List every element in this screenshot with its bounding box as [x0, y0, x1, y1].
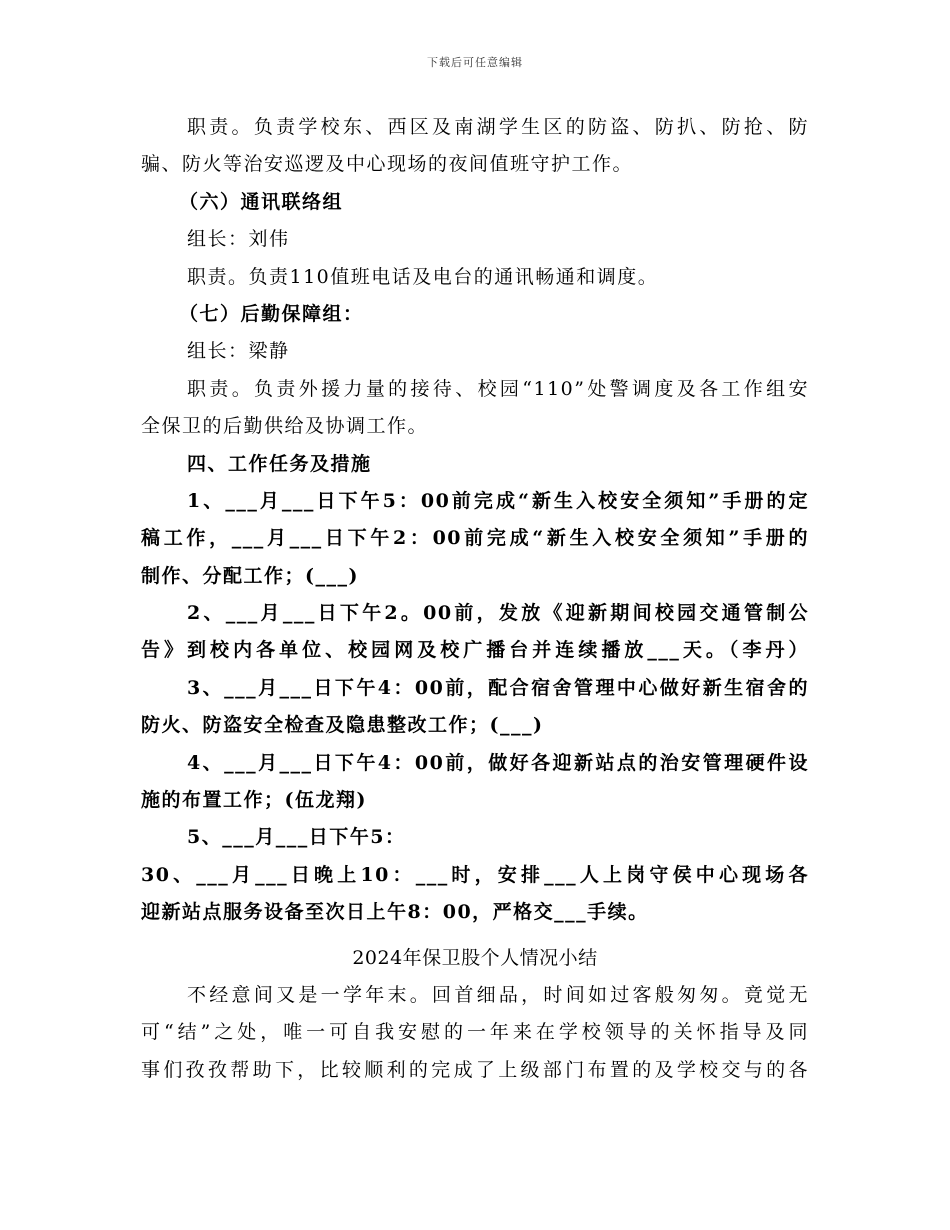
summary-line: 不经意间又是一学年末。回首细品，时间如过客般匆匆。竟觉无 [187, 983, 809, 1006]
task-line: 3、___月___日下午4：00前，配合宿舍管理中心做好新生宿舍的 [187, 676, 809, 699]
task-line: 防火、防盗安全检查及隐患整改工作；(___) [141, 714, 544, 737]
task-line: 30、___月___日晚上10：___时，安排___人上岗守侯中心现场各 [141, 863, 809, 886]
task-line: 制作、分配工作；(___) [141, 564, 359, 587]
summary-title: 2024年保卫股个人情况小结 [352, 946, 598, 969]
group-leader: 组长：刘伟 [187, 228, 290, 251]
paragraph-line: 职责。负责学校东、西区及南湖学生区的防盗、防扒、防抢、防 [187, 116, 809, 138]
header-note: 下载后可任意编辑 [427, 56, 523, 69]
task-line: 4、___月___日下午4：00前，做好各迎新站点的治安管理硬件设 [187, 751, 809, 774]
group-duty: 全保卫的后勤供给及协调工作。 [141, 415, 429, 438]
group-duty: 职责。负责外援力量的接待、校园“110”处警调度及各工作组安 [187, 377, 809, 400]
group-leader: 组长：梁静 [187, 340, 290, 363]
summary-line: 事们孜孜帮助下，比较顺利的完成了上级部门布置的及学校交与的各 [141, 1058, 809, 1081]
group-heading-logistics: （七）后勤保障组： [179, 302, 364, 325]
paragraph-line: 骗、防火等治安巡逻及中心现场的夜间值班守护工作。 [141, 153, 634, 176]
section-heading-tasks: 四、工作任务及措施 [187, 452, 372, 475]
task-line: 5、___月___日下午5： [187, 826, 406, 849]
group-heading-communication: （六）通讯联络组 [179, 190, 344, 213]
task-line: 告》到校内各单位、校园网及校广播台并连续播放___天。（李丹） [141, 639, 809, 662]
task-line: 2、___月___日下午2。00前，发放《迎新期间校园交通管制公 [187, 602, 809, 625]
task-line: 稿工作，___月___日下午2：00前完成“新生入校安全须知”手册的 [141, 527, 809, 550]
task-line: 1、___月___日下午5：00前完成“新生入校安全须知”手册的定 [187, 489, 809, 512]
task-line: 迎新站点服务设备至次日上午8：00，严格交___手续。 [141, 901, 649, 924]
task-line: 施的布置工作；(伍龙翔) [141, 789, 367, 812]
summary-line: 可“结”之处，唯一可自我安慰的一年来在学校领导的关怀指导及同 [141, 1021, 809, 1044]
group-duty: 职责。负责110值班电话及电台的通讯畅通和调度。 [187, 265, 659, 288]
document-body [141, 109, 809, 1089]
